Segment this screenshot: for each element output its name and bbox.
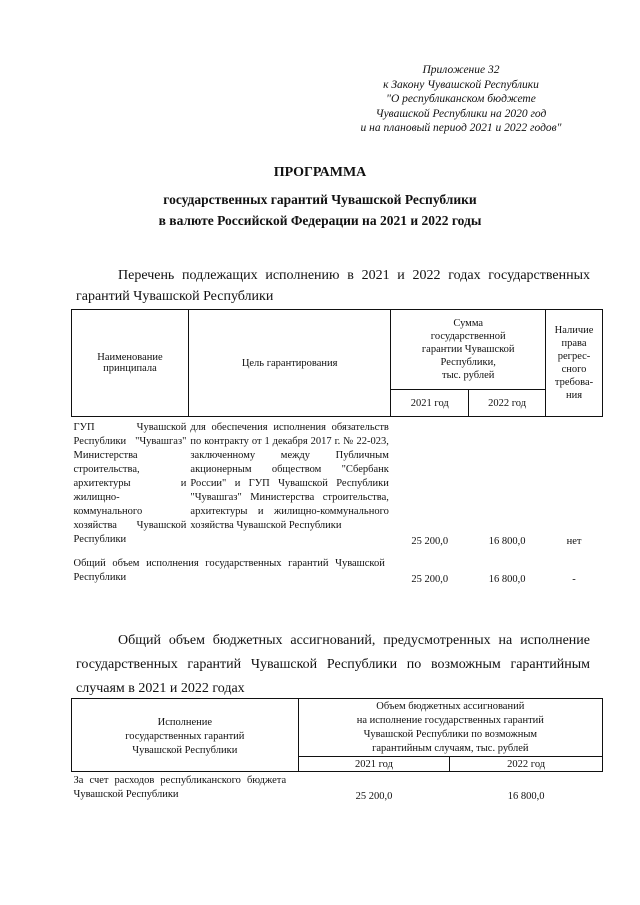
header-sum-line: гарантии Чувашской — [421, 344, 515, 355]
header-execution — [72, 699, 299, 772]
header-regress-line: права — [561, 338, 587, 349]
header-principal: Наименование принципала — [72, 310, 189, 417]
table-row — [72, 417, 603, 548]
header-volume-line: Объем бюджетных ассигнований — [376, 700, 525, 712]
header-execution-line: Исполнение — [157, 717, 213, 728]
total-value-2022: 16 800,0 — [488, 574, 526, 585]
header-regress-line: сного — [561, 364, 587, 375]
row-value-2022: 16 800,0 — [507, 791, 545, 802]
header-purpose: Цель гарантирования — [188, 310, 390, 417]
total-label: Общий объем исполнения государственных гарантий Чувашской Республики — [73, 558, 385, 583]
row-label: За счет расходов республиканского бюджета Чувашской Республики — [73, 775, 287, 800]
header-sum — [391, 310, 546, 390]
header-year-2022: 2022 год — [469, 390, 546, 417]
header-regress-line: Наличие — [554, 325, 594, 336]
total-value-2021: 25 200,0 — [411, 574, 449, 585]
row-regress: нет — [566, 536, 582, 547]
header-sum-line: тыс. рублей — [442, 370, 495, 381]
appendix-line: Чувашской Республики на 2020 год — [375, 107, 547, 120]
document-title: ПРОГРАММА — [273, 165, 367, 180]
section2-intro: Общий объем бюджетных ассигнований, предусмотренных на исполнение государственных гарантий Чувашской Республики по возможным гарантийным случаям в 2021 и 2022 годах — [76, 633, 590, 696]
header-execution-line: государственных гарантий — [125, 731, 245, 742]
header-volume — [298, 699, 602, 757]
header-year-2022: 2022 год — [450, 757, 603, 772]
appendix-line: Приложение 32 — [422, 64, 500, 76]
table-row — [72, 772, 603, 803]
appendix-line: к Закону Чувашской Республики — [383, 78, 539, 91]
document-subtitle-2: в валюте Российской Федерации на 2021 и 2022 годы — [158, 213, 482, 228]
section1-intro: Перечень подлежащих исполнению в 2021 и 2022 годах государственных гарантий Чувашской Республики — [76, 268, 590, 304]
total-regress: - — [572, 574, 576, 585]
appendix-header — [330, 63, 592, 136]
header-year-2021: 2021 год — [298, 757, 450, 772]
header-year-2021: 2021 год — [391, 390, 469, 417]
header-volume-line: гарантийным случаям, тыс. рублей — [372, 742, 529, 754]
row-value-2021: 25 200,0 — [355, 791, 393, 802]
appendix-line: и на плановый период 2021 и 2022 годов" — [360, 122, 562, 134]
header-volume-line: Чувашской Республики по возможным — [363, 728, 538, 740]
header-regress-line: требова- — [554, 377, 594, 388]
header-execution-line: Чувашской Республики — [132, 745, 238, 756]
header-regress — [546, 310, 603, 417]
row-purpose: для обеспечения исполнения обязательств по контракту от 1 декабря 2017 г. № 22-023, заключенному между Публичным акционерным обществом "Сбербанк России" и ГУП Чувашской Республики "Чувашгаз" Министерства строительства, архитектуры и жилищно-коммунального хозяйства Чувашской Республики — [190, 422, 389, 531]
row-principal: ГУП Чувашской Республики "Чувашгаз" Министерства строительства, архитектуры и жилищно-коммунального хозяйства Чувашской Республики — [73, 422, 187, 545]
row-value-2021: 25 200,0 — [411, 536, 449, 547]
document-subtitle: государственных гарантий Чувашской Республики — [163, 192, 477, 207]
row-value-2022: 16 800,0 — [488, 536, 526, 547]
header-sum-line: государственной — [430, 331, 506, 342]
header-volume-line: на исполнение государственных гарантий — [356, 714, 544, 726]
appendix-line: "О республиканском бюджете — [386, 93, 536, 105]
header-sum-line: Республики, — [440, 357, 496, 368]
header-sum-line: Сумма — [453, 318, 484, 329]
header-regress-line: ния — [565, 390, 583, 401]
guarantees-table — [71, 309, 603, 585]
allocations-table — [71, 698, 603, 802]
header-regress-line: регрес- — [557, 351, 591, 362]
table-total-row — [72, 557, 603, 585]
